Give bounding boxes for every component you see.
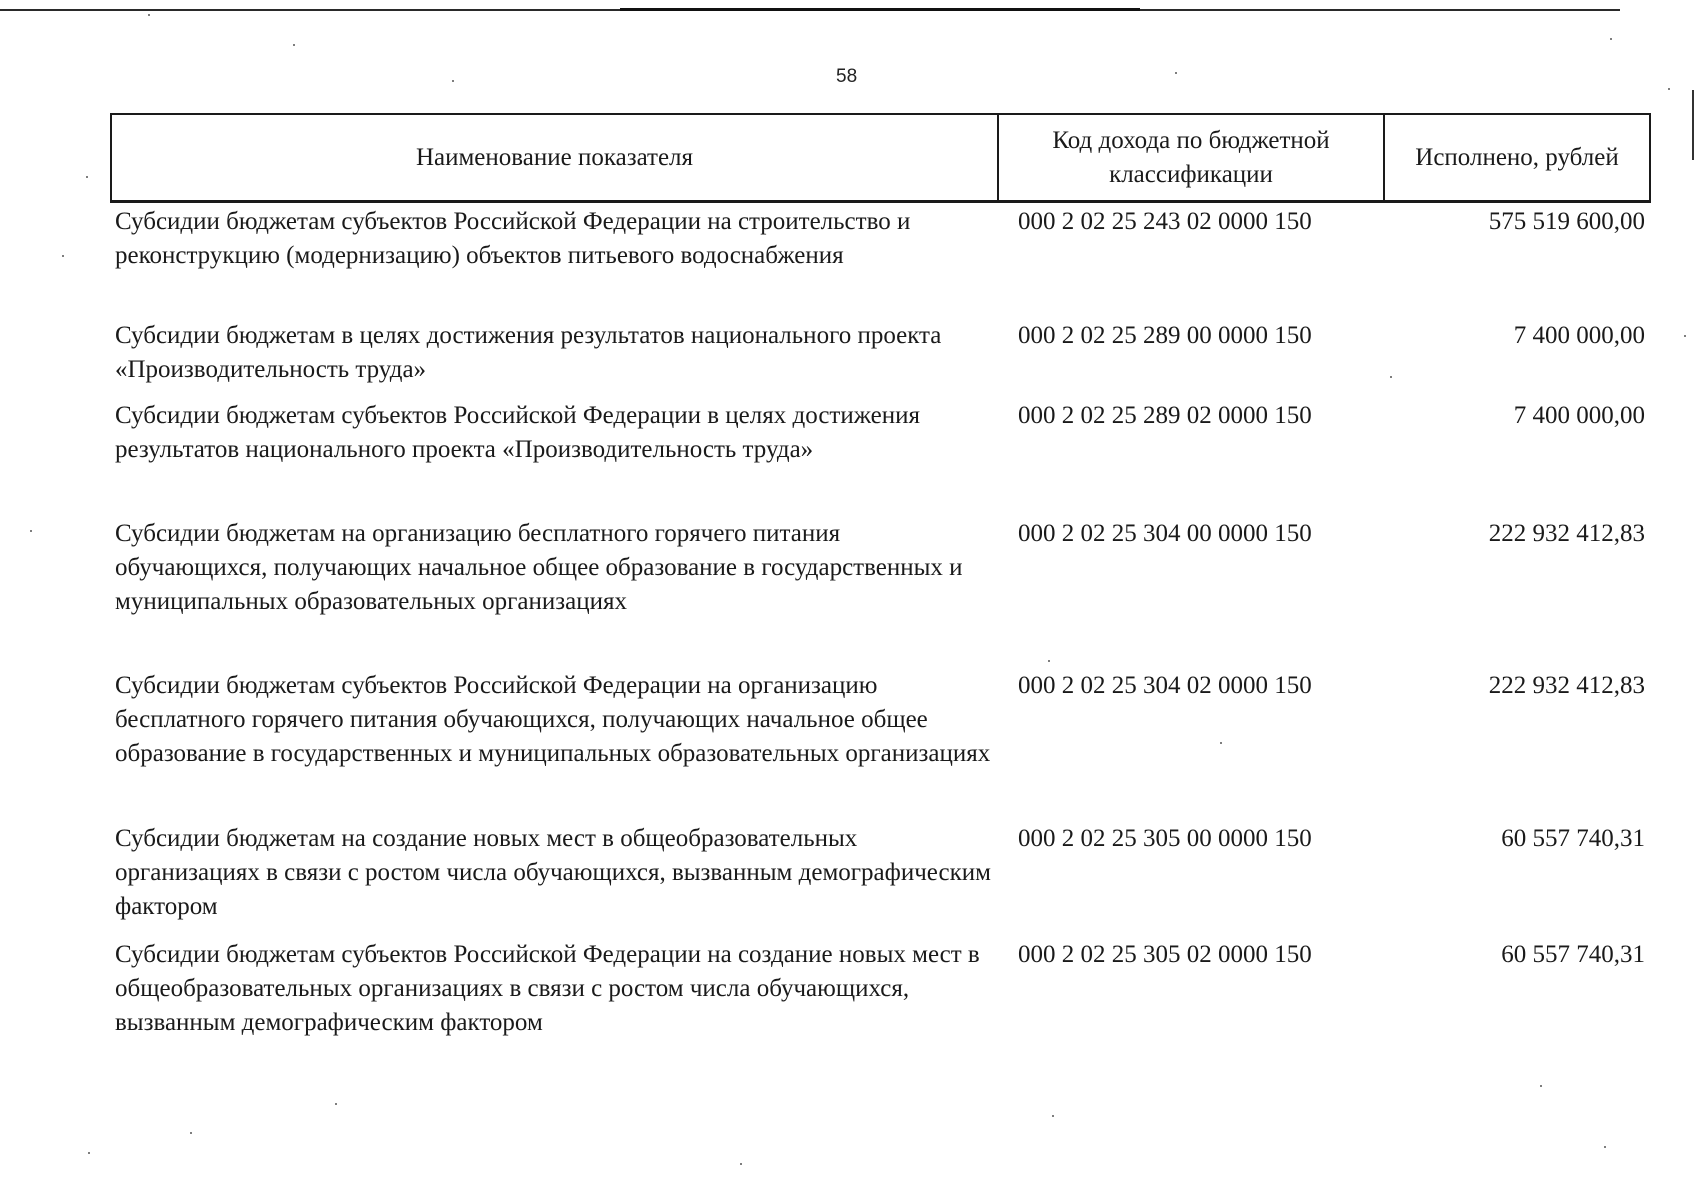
- column-header-name: Наименование показателя: [111, 114, 998, 202]
- table-row: [111, 669, 1650, 822]
- indicator-name: Субсидии бюджетам на организацию бесплатного горячего питания обучающихся, получающих начальное общее образование в государственных и муниципальных образовательных организациях: [115, 520, 963, 615]
- executed-amount: 222 932 412,83: [1488, 672, 1645, 699]
- revenue-code-text: 000 2 02 25 304 02 0000 150: [1018, 672, 1312, 699]
- revenue-code: [998, 399, 1384, 517]
- scan-speck: [1668, 88, 1670, 90]
- column-header-amount: Исполнено, рублей: [1384, 114, 1650, 202]
- executed-amount: 222 932 412,83: [1488, 520, 1645, 547]
- indicator-name: Субсидии бюджетам субъектов Российской Федерации в целях достижения результатов национального проекта «Производительность труда»: [115, 402, 921, 463]
- indicator-name: Субсидии бюджетам субъектов Российской Федерации на строительство и реконструкцию (модернизацию) объектов питьевого водоснабжения: [115, 208, 911, 269]
- scan-speck: [1610, 38, 1612, 40]
- column-header-code: Код дохода по бюджетной классификации: [998, 114, 1384, 202]
- scan-speck: [62, 255, 64, 257]
- revenue-code-text: 000 2 02 25 289 02 0000 150: [1018, 402, 1312, 429]
- scan-speck: [293, 44, 295, 46]
- scan-speck: [86, 176, 88, 178]
- revenue-code-text: 000 2 02 25 243 02 0000 150: [1018, 208, 1312, 235]
- scan-speck: [1604, 1146, 1606, 1148]
- revenue-code-text: 000 2 02 25 289 00 0000 150: [1018, 322, 1312, 349]
- scan-speck: [452, 80, 454, 82]
- scan-edge-line: [1692, 90, 1694, 160]
- table-row: [111, 938, 1650, 1052]
- indicator-name: Субсидии бюджетам в целях достижения результатов национального проекта «Производительность труда»: [115, 322, 942, 383]
- scan-speck: [1684, 335, 1686, 337]
- scan-speck: [88, 1152, 90, 1154]
- scan-speck: [1540, 1085, 1542, 1087]
- table-row: [111, 822, 1650, 938]
- table-row: [111, 319, 1650, 399]
- executed-amount: 7 400 000,00: [1513, 322, 1645, 349]
- scan-speck: [1175, 72, 1177, 74]
- executed-amount: 60 557 740,31: [1501, 941, 1645, 968]
- scan-speck: [740, 1163, 742, 1165]
- scan-speck: [335, 1103, 337, 1105]
- scan-speck: [30, 530, 32, 532]
- budget-revenue-table: [110, 113, 1651, 1052]
- revenue-code: [998, 319, 1384, 399]
- revenue-code-text: 000 2 02 25 305 00 0000 150: [1018, 825, 1312, 852]
- revenue-code: [998, 202, 1384, 320]
- scan-speck: [1052, 1115, 1054, 1117]
- executed-amount: 575 519 600,00: [1488, 208, 1645, 235]
- table-row: [111, 202, 1650, 320]
- scan-edge-line: [620, 8, 1140, 11]
- scan-speck: [148, 14, 150, 16]
- executed-amount: 60 557 740,31: [1501, 825, 1645, 852]
- table-header-row: [111, 114, 1650, 202]
- scan-speck: [190, 1132, 192, 1134]
- indicator-name: Субсидии бюджетам субъектов Российской Федерации на создание новых мест в общеобразовательных организациях в связи с ростом числа обучающихся, вызванным демографическим фактором: [115, 941, 980, 1036]
- revenue-code: [998, 517, 1384, 669]
- executed-amount: 7 400 000,00: [1513, 402, 1645, 429]
- revenue-code-text: 000 2 02 25 304 00 0000 150: [1018, 520, 1312, 547]
- indicator-name: Субсидии бюджетам на создание новых мест в общеобразовательных организациях в связи с ростом числа обучающихся, вызванным демографическим фактором: [115, 825, 991, 920]
- revenue-code: [998, 822, 1384, 938]
- indicator-name: Субсидии бюджетам субъектов Российской Федерации на организацию бесплатного горячего питания обучающихся, получающих начальное общее образование в государственных и муниципальных образовательных организациях: [115, 672, 991, 767]
- table-row: [111, 399, 1650, 517]
- revenue-code: [998, 938, 1384, 1052]
- revenue-code-text: 000 2 02 25 305 02 0000 150: [1018, 941, 1312, 968]
- revenue-code: [998, 669, 1384, 822]
- page-number: 58: [836, 66, 858, 87]
- table-row: [111, 517, 1650, 669]
